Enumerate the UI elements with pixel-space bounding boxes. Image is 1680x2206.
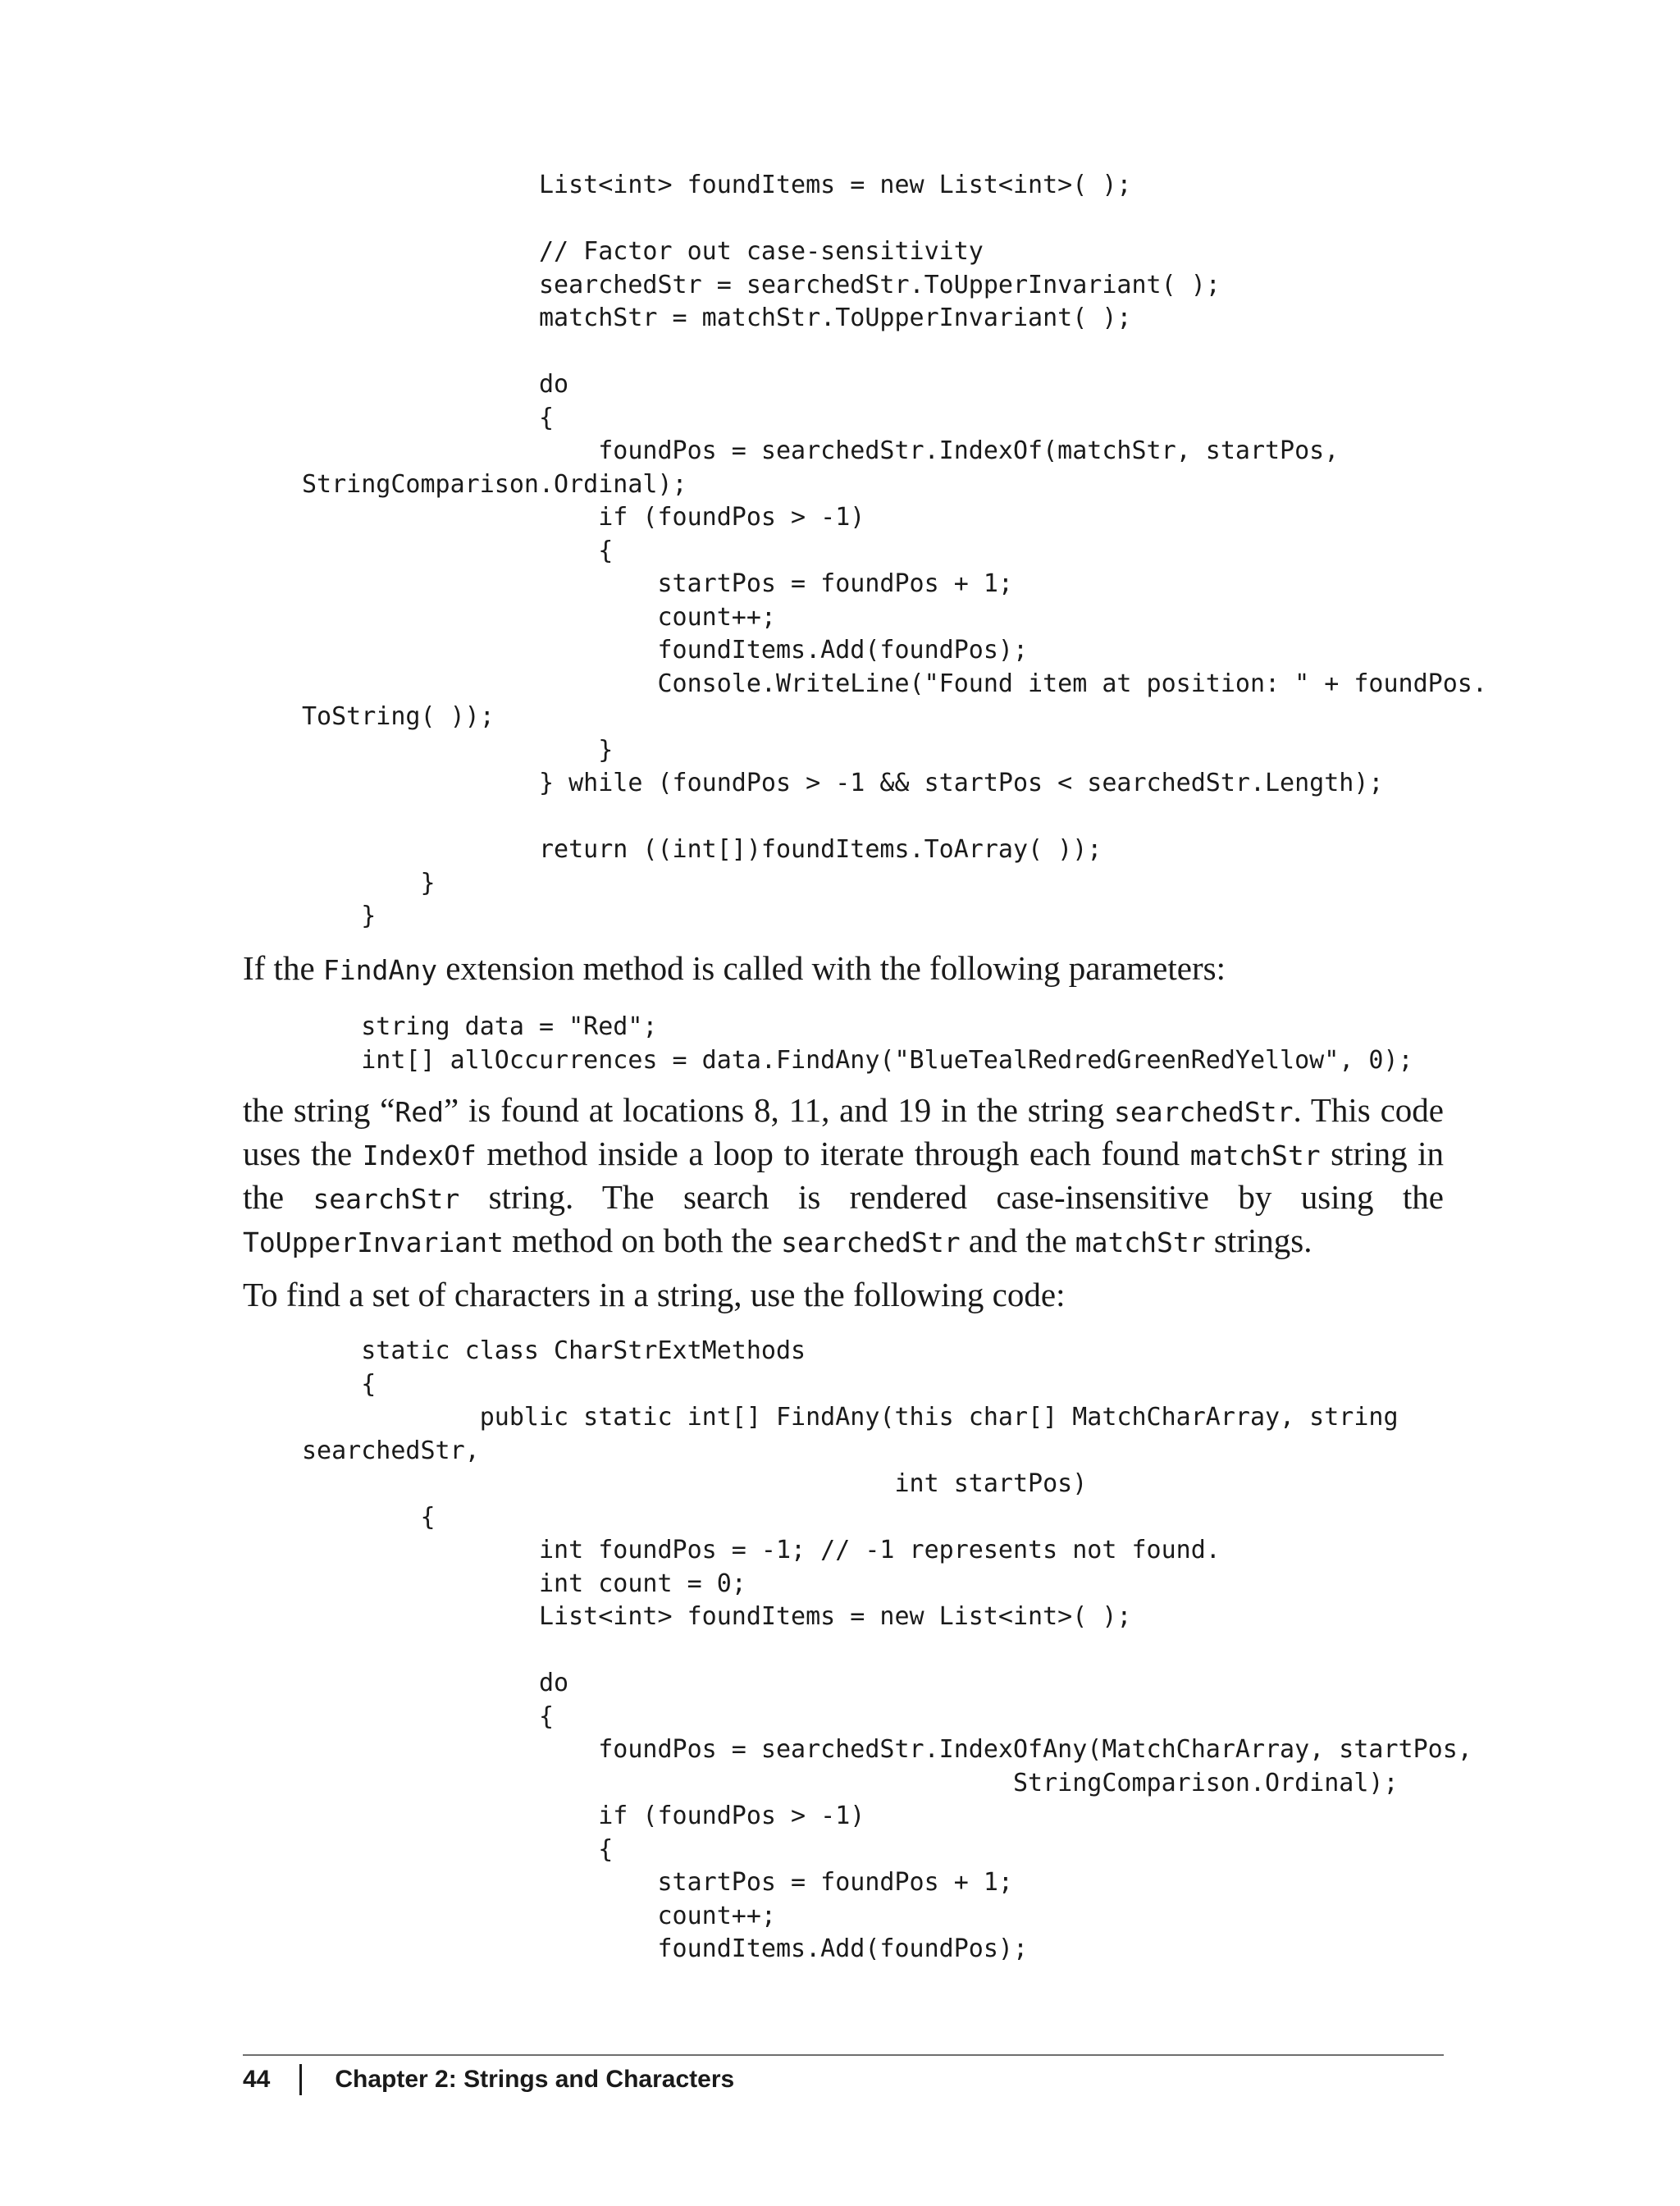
code-line: do	[302, 370, 569, 399]
code-line: StringComparison.Ordinal);	[302, 1768, 1399, 1797]
code-line: {	[302, 1701, 555, 1731]
code-line	[302, 336, 1487, 369]
code-line: int[] allOccurrences = data.FindAny("BlueTealRedredGreenRedYellow", 0);	[302, 1045, 1413, 1075]
inline-code-searchedstr-2: searchedStr	[781, 1226, 961, 1258]
chapter-title: Chapter 2: Strings and Characters	[335, 2066, 735, 2093]
code-line: StringComparison.Ordinal);	[302, 469, 687, 499]
code-block-1	[302, 169, 1487, 934]
code-line: List<int> foundItems = new List<int>( );	[302, 1602, 1132, 1631]
code-line	[302, 801, 1487, 834]
paragraph-charset-intro: To find a set of characters in a string, use the following code:	[243, 1276, 1066, 1313]
paragraph-findany-intro: If the FindAny extension method is called with the following parameters:	[243, 949, 1226, 987]
code-line: ToString( ));	[302, 702, 495, 731]
inline-code-searchedstr: searchedStr	[1113, 1096, 1294, 1128]
code-line: if (foundPos > -1)	[302, 503, 865, 532]
code-line: }	[302, 868, 436, 897]
code-line: startPos = foundPos + 1;	[302, 569, 1013, 598]
inline-code-toupperinvariant: ToUpperInvariant	[243, 1226, 504, 1258]
code-line: } while (foundPos > -1 && startPos < searchedStr.Length);	[302, 769, 1384, 797]
code-line: List<int> foundItems = new List<int>( );	[302, 171, 1132, 199]
code-line: searchedStr,	[302, 1436, 480, 1465]
paragraph-findany-explanation: the string “Red” is found at locations 8, 11, and 19 in the string searchedStr. This code uses the IndexOf method inside a loop to iterate through each found matchStr string in the searchStr string. The search is rendered case-insensitive by using the ToUpperInvariant method on both the searchedStr and the matchStr strings.	[243, 1091, 1444, 1259]
code-line: int startPos)	[302, 1469, 1088, 1498]
code-line: {	[302, 1369, 377, 1399]
code-line: {	[302, 536, 614, 565]
code-line: Console.WriteLine("Found item at position: " + foundPos.	[302, 669, 1487, 698]
code-line: {	[302, 1834, 614, 1864]
code-line: string data = "Red";	[302, 1012, 658, 1041]
inline-code-red: Red	[395, 1096, 444, 1128]
code-line: public static int[] FindAny(this char[] MatchCharArray, string	[302, 1403, 1399, 1432]
code-line: do	[302, 1669, 569, 1697]
code-line: foundPos = searchedStr.IndexOf(matchStr, startPos,	[302, 436, 1340, 465]
code-line: }	[302, 902, 377, 930]
page-footer	[243, 2059, 734, 2100]
code-line: startPos = foundPos + 1;	[302, 1868, 1013, 1897]
inline-code-matchstr-2: matchStr	[1075, 1226, 1206, 1258]
code-line: int foundPos = -1; // -1 represents not found.	[302, 1536, 1221, 1564]
code-line: count++;	[302, 1901, 776, 1930]
inline-code-matchstr: matchStr	[1189, 1140, 1321, 1172]
code-line	[302, 203, 1487, 236]
code-line: }	[302, 735, 614, 765]
code-line: {	[302, 1502, 436, 1532]
page-number: 44	[243, 2066, 271, 2093]
inline-code-findany: FindAny	[322, 954, 437, 986]
code-block-3	[302, 1335, 1472, 1966]
code-line: foundPos = searchedStr.IndexOfAny(MatchCharArray, startPos,	[302, 1735, 1472, 1764]
footer-divider	[243, 2054, 1444, 2056]
code-line: {	[302, 403, 555, 432]
code-line: foundItems.Add(foundPos);	[302, 1934, 1029, 1963]
code-line: count++;	[302, 602, 776, 632]
code-line: foundItems.Add(foundPos);	[302, 636, 1029, 665]
code-line: matchStr = matchStr.ToUpperInvariant( );	[302, 304, 1132, 332]
code-line: return ((int[])foundItems.ToArray( ));	[302, 835, 1102, 864]
code-line: int count = 0;	[302, 1569, 746, 1598]
code-line: static class CharStrExtMethods	[302, 1336, 806, 1365]
inline-code-indexof: IndexOf	[362, 1140, 477, 1172]
inline-code-searchstr: searchStr	[313, 1183, 460, 1215]
code-block-2	[302, 1011, 1413, 1077]
code-line: // Factor out case-sensitivity	[302, 237, 984, 266]
code-line: searchedStr = searchedStr.ToUpperInvariant( );	[302, 270, 1221, 299]
code-line: if (foundPos > -1)	[302, 1802, 865, 1830]
footer-separator	[299, 2064, 302, 2095]
code-line	[302, 1634, 1472, 1668]
